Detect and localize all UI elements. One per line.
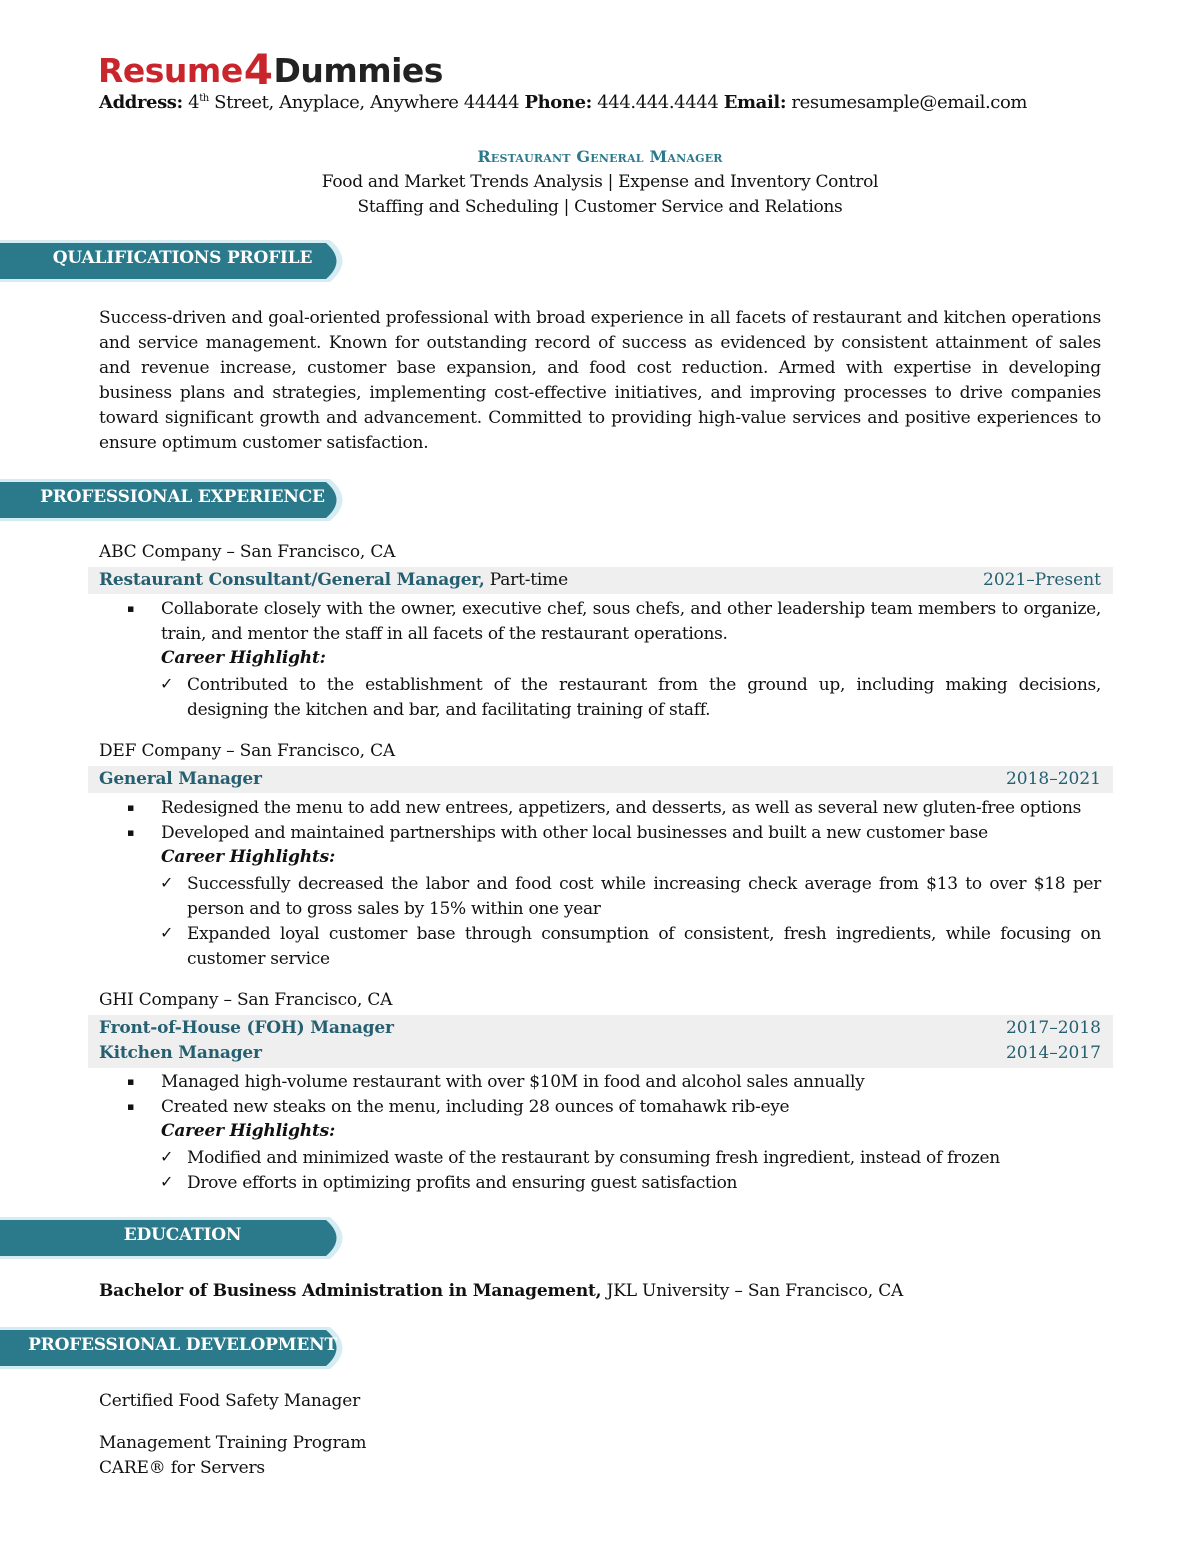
- role-title: General Manager: [99, 769, 262, 789]
- role-title: Kitchen Manager: [99, 1043, 262, 1063]
- email-value: resumesample@email.com: [791, 92, 1028, 113]
- profile-summary: Success-driven and goal-oriented professional with broad experience in all facets of restaurant and kitchen operations and service management. Known for outstanding record of success as evidenced by consistent attainment of sales and revenue increase, customer base expansion, and food cost reduction. Armed with expertise in developing business plans and strategies, implementing cost-effective initiatives, and improving processes to drive companies toward significant growth and advancement. Committed to providing high-value services and positive experiences to ensure optimum customer satisfaction.: [99, 308, 1101, 453]
- role-dates: 2014–2017: [1005, 1043, 1101, 1063]
- section-title-education: EDUCATION: [123, 1225, 242, 1245]
- highlight-item: Expanded loyal customer base through consumption of consistent, fresh ingredients, while focusing on customer service: [187, 924, 1101, 969]
- section-title-qualifications: QUALIFICATIONS PROFILE: [52, 248, 313, 268]
- role-type: Part-time: [484, 570, 568, 590]
- development-item: CARE® for Servers: [99, 1458, 265, 1478]
- square-bullet-icon: ▪: [127, 801, 135, 814]
- job-company: DEF Company – San Francisco, CA: [99, 741, 395, 761]
- career-highlight-label: Career Highlight:: [161, 648, 326, 668]
- resume-title: Restaurant General Manager: [477, 147, 723, 166]
- tagline-1: Food and Market Trends Analysis | Expense and Inventory Control: [321, 172, 879, 192]
- job-bullet: Developed and maintained partnerships with other local businesses and built a new customer base: [161, 823, 988, 843]
- job-company: ABC Company – San Francisco, CA: [99, 542, 396, 562]
- role-title: Front-of-House (FOH) Manager: [99, 1018, 394, 1038]
- check-icon: ✓: [160, 1172, 174, 1191]
- logo-part-resume: Resume: [98, 51, 243, 90]
- job-bullet: Redesigned the menu to add new entrees, appetizers, and desserts, as well as several new gluten-free options: [161, 798, 1082, 818]
- education-entry: [99, 1281, 903, 1301]
- job-bullet: Collaborate closely with the owner, executive chef, sous chefs, and other leadership team members to organize, train, and mentor the staff in all facets of the restaurant operations.: [161, 599, 1101, 644]
- address-suffix: th: [199, 93, 209, 104]
- job-role: [99, 769, 262, 789]
- address-number: 4: [188, 92, 200, 113]
- square-bullet-icon: ▪: [127, 826, 135, 839]
- job-role: [99, 570, 568, 590]
- phone-value: 444.444.4444: [597, 92, 719, 113]
- logo-part-four: 4: [243, 45, 273, 94]
- square-bullet-icon: ▪: [127, 1075, 135, 1088]
- section-title-experience: PROFESSIONAL EXPERIENCE: [40, 487, 325, 507]
- address-value: Street, Anyplace, Anywhere 44444: [208, 92, 520, 113]
- section-banner-education: [0, 1217, 355, 1259]
- email-label: Email:: [723, 92, 787, 113]
- role-dates: 2021–Present: [983, 570, 1101, 590]
- resume4dummies-logo: [98, 40, 443, 94]
- highlight-item: Drove efforts in optimizing profits and ensuring guest satisfaction: [187, 1173, 738, 1193]
- square-bullet-icon: ▪: [127, 1100, 135, 1113]
- role-dates: 2018–2021: [1005, 769, 1101, 789]
- role-dates: 2017–2018: [1005, 1018, 1101, 1038]
- job-role: [99, 1043, 262, 1063]
- section-banner-development: [0, 1327, 355, 1369]
- role-title: Restaurant Consultant/General Manager,: [99, 570, 485, 590]
- development-item: Certified Food Safety Manager: [99, 1391, 361, 1411]
- tagline-2: Staffing and Scheduling | Customer Service and Relations: [357, 197, 843, 217]
- education-school: JKL University – San Francisco, CA: [601, 1281, 904, 1301]
- logo-part-dummies: Dummies: [273, 51, 443, 90]
- section-title-development: PROFESSIONAL DEVELOPMENT: [28, 1335, 337, 1355]
- check-icon: ✓: [160, 1147, 174, 1166]
- section-banner-experience: [0, 479, 355, 521]
- career-highlight-label: Career Highlights:: [161, 847, 336, 867]
- square-bullet-icon: ▪: [127, 602, 135, 615]
- contact-line: [99, 92, 1027, 113]
- highlight-item: Modified and minimized waste of the restaurant by consuming fresh ingredient, instead of frozen: [187, 1148, 1000, 1168]
- check-icon: ✓: [160, 873, 174, 892]
- development-item: Management Training Program: [99, 1433, 367, 1453]
- highlight-item: Successfully decreased the labor and food cost while increasing check average from $13 to over $18 per person and to gross sales by 15% within one year: [187, 874, 1101, 919]
- address-label: Address:: [99, 92, 183, 113]
- education-degree: Bachelor of Business Administration in Management,: [99, 1281, 602, 1301]
- phone-label: Phone:: [524, 92, 592, 113]
- highlight-item: Contributed to the establishment of the restaurant from the ground up, including making decisions, designing the kitchen and bar, and facilitating training of staff.: [187, 675, 1101, 720]
- job-bullet: Created new steaks on the menu, including 28 ounces of tomahawk rib-eye: [161, 1097, 790, 1117]
- check-icon: ✓: [160, 674, 174, 693]
- job-bullet: Managed high-volume restaurant with over $10M in food and alcohol sales annually: [161, 1072, 865, 1092]
- career-highlight-label: Career Highlights:: [161, 1121, 336, 1141]
- check-icon: ✓: [160, 923, 174, 942]
- job-role: [99, 1018, 394, 1038]
- section-banner-qualifications: [0, 240, 355, 282]
- job-company: GHI Company – San Francisco, CA: [99, 990, 393, 1010]
